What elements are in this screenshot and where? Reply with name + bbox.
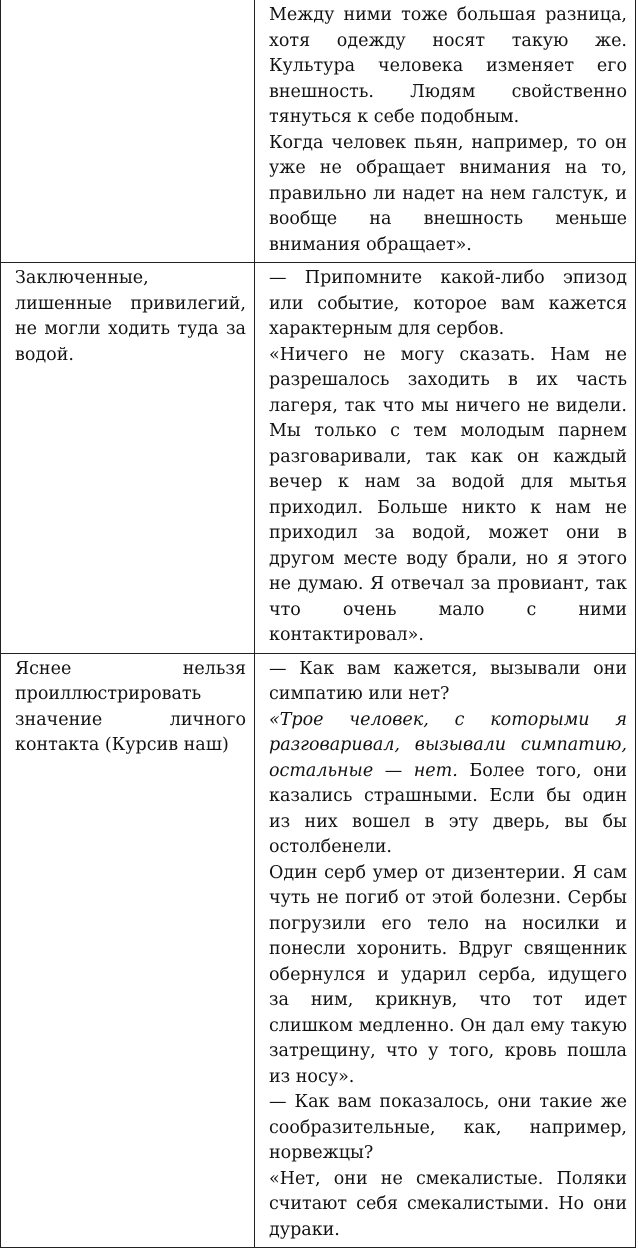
question-paragraph: — Припомните какой-либо эпизод или событие, которое вам кажется характерным для сербов. [269, 268, 627, 339]
table-row [1, 263, 636, 654]
table-row [1, 653, 636, 1248]
answer-paragraph [269, 708, 627, 861]
answer-paragraph: «Нет, они не смекалистые. Поляки считают себя смекалистыми. Но они дураки. [269, 1168, 627, 1240]
paragraph: Когда человек пьян, например, то он уже не обращает внимания на то, правильно ли надет на нем галстук, и вообще на внешность меньше внимания обращает». [269, 132, 627, 255]
left-cell-empty [1, 0, 255, 263]
italic-emphasis: «Трое человек, с которыми я разговаривал, вызывали симпатию, остальные — нет. [269, 709, 627, 781]
right-cell [255, 263, 636, 654]
paragraph: Один серб умер от дизентерии. Я сам чуть не погиб от этой болезни. Сербы погрузили его тело на носилки и понесли хоронить. Вдруг священник обернулся и ударил серба, идущего за ним, крикнув, что тот идет слишком медленно. Он дал ему такую затрещину, что у того, кровь пошла из носу». [269, 862, 627, 1087]
left-cell-commentary: Заключенные, лишенные привилегий, не могли ходить туда за водой. [1, 263, 255, 654]
question-paragraph: — Как вам показалось, они такие же сообразительные, как, например, норвежцы? [269, 1092, 627, 1163]
right-cell [255, 0, 636, 263]
paragraph: Между ними тоже большая разница, хотя одежду носят такую же. Культура человека изменяет его внешность. Людям свойственно тянуться к себе подобным. [269, 5, 627, 127]
question-paragraph: — Как вам кажется, вызывали они симпатию или нет? [269, 658, 627, 704]
answer-continuation: Более того, они казались страшными. Если бы один из них вошел в эту дверь, вы бы остолбенели. [269, 760, 627, 857]
answer-paragraph: «Ничего не могу сказать. Нам не разрешалось заходить в их часть лагеря, так что мы ничего не видели. Мы только с тем молодым парнем разговаривали, так как он каждый вечер к нам за водой для мытья приходил. Больше никто к нам не приходил за водой, может они в другом месте воду брали, но я этого не думаю. Я отвечал за провиант, так что очень мало с ними контактировал». [269, 344, 627, 645]
left-cell-commentary: Яснее нельзя проиллюстрировать значение личного контакта (Курсив наш) [1, 653, 255, 1248]
right-cell [255, 653, 636, 1248]
table-row [1, 0, 636, 263]
